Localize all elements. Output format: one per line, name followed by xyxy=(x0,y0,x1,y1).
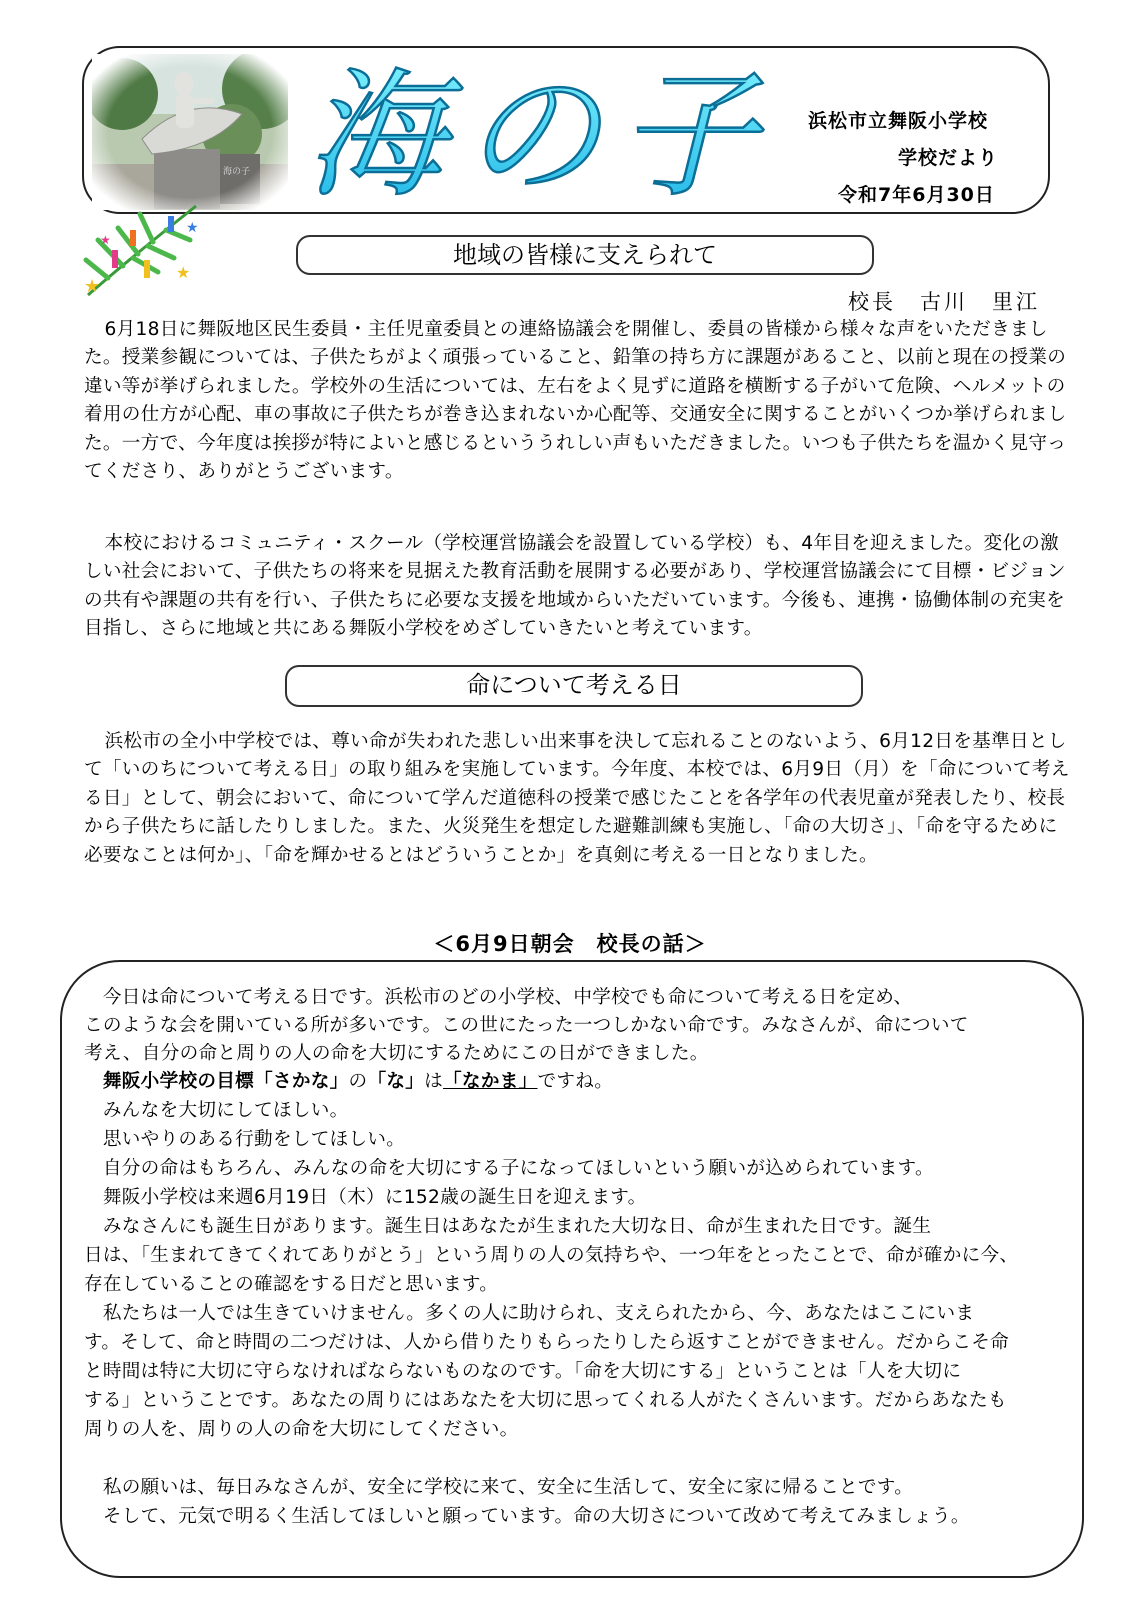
speech-line: 今日は命について考える日です。浜松市のどの小学校、中学校でも命について考える日を定め、 xyxy=(84,987,913,1008)
speech-heading: ＜6月9日朝会 校長の話＞ xyxy=(433,932,707,956)
goal-suffix: ですね。 xyxy=(537,1071,614,1092)
section-heading-community: 地域の皆様に支えられて xyxy=(296,235,874,275)
speech-line: 考え、自分の命と周りの人の命を大切にするためにこの日ができました。 xyxy=(84,1043,709,1064)
svg-text:★: ★ xyxy=(84,276,101,297)
speech-line: 舞阪小学校は来週6月19日（木）に152歳の誕生日を迎えます。 xyxy=(84,1187,647,1208)
tanabata-decoration xyxy=(78,200,208,300)
goal-prefix: 舞阪小学校の目標 xyxy=(84,1071,255,1092)
goal-no: の xyxy=(348,1071,368,1092)
masthead-title-text: 海の子 xyxy=(305,55,775,215)
speech-line: 日は、「生まれてきてくれてありがとう」という周りの人の気持ちや、一つ年をとったことで、命が確かに今、 xyxy=(84,1245,1019,1266)
section-heading-life-day: 命について考える日 xyxy=(285,665,863,707)
speech-line: みんなを大切にしてほしい。 xyxy=(84,1100,349,1121)
statue-photo xyxy=(92,54,288,210)
goal-na: 「な」 xyxy=(367,1071,425,1092)
svg-text:★: ★ xyxy=(100,233,111,247)
speech-line: 私たちは一人では生きていけません。多くの人に助けられ、支えられたから、今、あなたはここにいま xyxy=(84,1303,975,1324)
issue-date: 令和7年6月30日 xyxy=(838,184,995,206)
school-name: 浜松市立舞阪小学校 xyxy=(808,110,989,132)
speech-line: と時間は特に大切に守らなければならないものなのです。「命を大切にする」ということは「人を大切に xyxy=(84,1361,962,1382)
speech-line: 私の願いは、毎日みなさんが、安全に学校に来て、安全に生活して、安全に家に帰ることです。 xyxy=(84,1477,914,1498)
speech-goal-line xyxy=(84,1068,613,1096)
speech-line: みなさんにも誕生日があります。誕生日はあなたが生まれた大切な日、命が生まれた日です。誕生 xyxy=(84,1216,932,1237)
speech-line: 自分の命はもちろん、みんなの命を大切にする子になってほしいという願いが込められています。 xyxy=(84,1158,934,1179)
speech-line: 周りの人を、周りの人の命を大切にしてください。 xyxy=(84,1419,519,1440)
paragraph-council-meeting: 6月18日に舞阪地区民生委員・主任児童委員との連絡協議会を開催し、委員の皆様から様々な声をいただきました。授業参観については、子供たちがよく頑張っていること、鉛筆の持ち方に課題があること、以前と現在の授業の違い等が挙げられました。学校外の生活については、左右をよく見ずに道路を横断する子がいて危険、ヘルメットの着用の仕方が心配、車の事故に子供たちが巻き込まれないか心配等、交通安全に関することがいくつか挙げられました。一方で、今年度は挨拶が特によいと感じるといううれしい声もいただきました。いつも子供たちを温かく見守ってくださり、ありがとうございます。 xyxy=(84,319,1067,483)
newsletter-type: 学校だより xyxy=(898,147,999,169)
svg-text:★: ★ xyxy=(176,263,191,282)
speech-line: す。そして、命と時間の二つだけは、人から借りたりもらったりしたら返すことができません。だからこそ命 xyxy=(84,1332,1010,1353)
speech-line: このような会を開いている所が多いです。この世にたった一つしかない命です。みなさんが、命について xyxy=(84,1015,969,1036)
speech-line: そして、元気で明るく生活してほしいと願っています。命の大切さについて改めて考えてみましょう。 xyxy=(84,1506,970,1527)
paragraph-life-day: 浜松市の全小中学校では、尊い命が失われた悲しい出来事を決して忘れることのないよう、6月12日を基準日として「いのちについて考える日」の取り組みを実施しています。今年度、本校では、6月9日（月）を「命について考える日」として、朝会において、命について学んだ道徳科の授業で感じたことを各学年の代表児童が発表したり、校長から子供たちに話したりしました。また、火災発生を想定した避難訓練も実施し、「命の大切さ」、「命を守るために必要なことは何か」、「命を輝かせるとはどういうことか」を真剣に考える一日となりました。 xyxy=(84,731,1070,866)
paragraph-community-school: 本校におけるコミュニティ・スクール（学校運営協議会を設置している学校）も、4年目を迎えました。変化の激しい社会において、子供たちの将来を見据えた教育活動を展開する必要があり、学校運営協議会にて目標・ビジョンの共有や課題の共有を行い、子供たちに必要な支援を地域からいただいています。今後も、連携・協働体制の充実を目指し、さらに地域と共にある舞阪小学校をめざしていきたいと考えています。 xyxy=(84,533,1066,640)
masthead-title xyxy=(300,55,780,215)
goal-sakana: 「さかな」 xyxy=(254,1071,349,1092)
principal-signature: 校長 古川 里江 xyxy=(848,290,1040,314)
goal-wa: は xyxy=(424,1071,444,1092)
goal-nakama: 「なかま」 xyxy=(443,1071,538,1092)
speech-line: 思いやりのある行動をしてほしい。 xyxy=(84,1129,406,1150)
svg-text:★: ★ xyxy=(186,220,199,236)
speech-line: する」ということです。あなたの周りにはあなたを大切に思ってくれる人がたくさんいます。だからあなたも xyxy=(84,1390,1007,1411)
speech-line: 存在していることの確認をする日だと思います。 xyxy=(84,1274,499,1295)
